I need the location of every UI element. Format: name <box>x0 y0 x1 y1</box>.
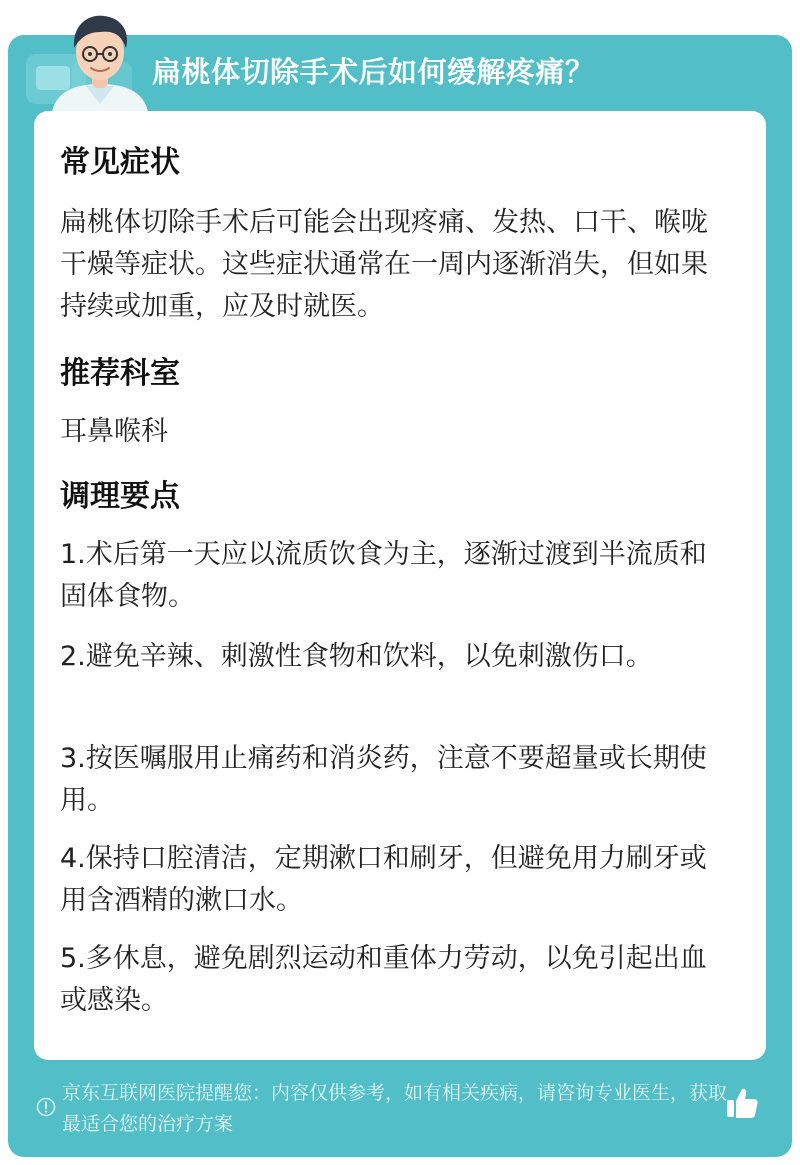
section-heading-care: 调理要点 <box>60 479 180 514</box>
care-item: 4.保持口腔清洁，定期漱口和刷牙，但避免用力刷牙或用含酒精的漱口水。 <box>60 843 707 916</box>
department-text: 耳鼻喉科 <box>60 416 168 447</box>
thumbs-up-icon[interactable] <box>724 1085 760 1121</box>
info-icon <box>36 1097 56 1117</box>
care-item: 1.术后第一天应以流质饮食为主，逐渐过渡到半流质和固体食物。 <box>60 539 707 612</box>
symptoms-text: 扁桃体切除手术后可能会出现疼痛、发热、口干、喉咙干燥等症状。这些症状通常在一周内逐渐消失，但如果持续或加重，应及时就医。 <box>60 207 708 322</box>
disclaimer-text: 京东互联网医院提醒您：内容仅供参考，如有相关疾病，请咨询专业医生，获取最适合您的治疗方案 <box>62 1082 728 1135</box>
doctor-avatar <box>44 8 156 112</box>
page-title: 扁桃体切除手术后如何缓解疼痛？ <box>152 55 595 89</box>
care-item: 2.避免辛辣、刺激性食物和饮料，以免刺激伤口。 <box>60 641 653 672</box>
section-heading-symptoms: 常见症状 <box>60 145 180 180</box>
section-heading-department: 推荐科室 <box>60 356 180 391</box>
care-item: 3.按医嘱服用止痛药和消炎药，注意不要超量或长期使用。 <box>60 743 707 816</box>
care-item: 5.多休息，避免剧烈运动和重体力劳动，以免引起出血或感染。 <box>60 943 707 1016</box>
